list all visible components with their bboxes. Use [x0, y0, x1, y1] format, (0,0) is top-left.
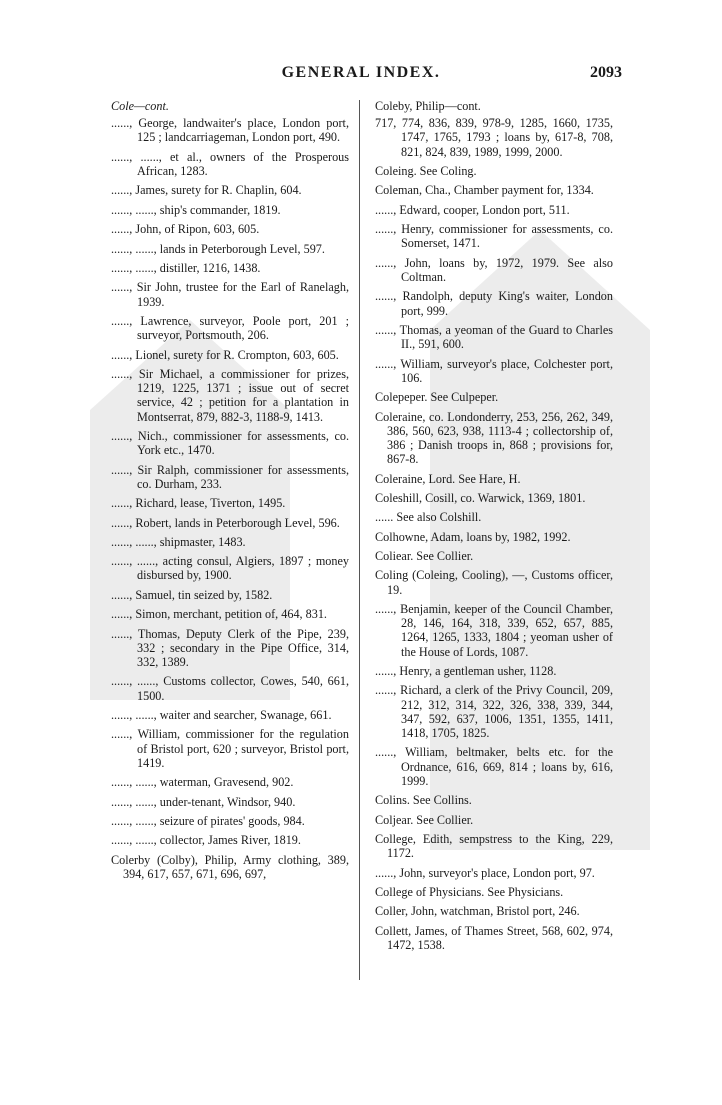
index-entry: Coleman, Cha., Chamber payment for, 1334.	[375, 183, 594, 198]
page-title: GENERAL INDEX.	[281, 64, 441, 81]
index-entry: Coling (Coleing, Cooling), —, Customs officer, 19.	[375, 568, 613, 597]
page-header	[0, 64, 722, 88]
index-entry: ......, ......, Customs collector, Cowes, 540, 661, 1500.	[111, 674, 349, 703]
index-entry: ......, John, of Ripon, 603, 605.	[111, 222, 260, 237]
index-entry: ......, Nich., commissioner for assessments, co. York etc., 1470.	[111, 428, 349, 458]
index-column-left	[111, 99, 349, 886]
index-entry: ......, William, commissioner for the regulation of Bristol port, 620 ; surveyor, Bristol port, 1419.	[111, 727, 349, 770]
index-entry: ......, ......, lands in Peterborough Level, 597.	[111, 241, 325, 256]
index-entry: ......, ......, shipmaster, 1483.	[111, 534, 246, 549]
index-entry: ......, ......, under-tenant, Windsor, 940.	[111, 794, 296, 809]
index-entry: ......, Sir Ralph, commissioner for assessments, co. Durham, 233.	[111, 462, 349, 491]
index-entry: ......, Robert, lands in Peterborough Level, 596.	[111, 515, 340, 530]
page-number: 2093	[590, 64, 622, 81]
index-entry: ......, Henry, commissioner for assessments, co. Somerset, 1471.	[375, 222, 613, 251]
index-entry: ......, Henry, a gentleman usher, 1128.	[375, 664, 557, 679]
column-heading: Cole—cont.	[111, 99, 169, 113]
index-entry: ......, John, loans by, 1972, 1979. See also Coltman.	[375, 255, 613, 284]
index-entry: ...... See also Colshill.	[375, 510, 482, 525]
index-entry: Colepeper. See Culpeper.	[375, 390, 499, 405]
index-entry: ......, George, landwaiter's place, London port, 125 ; landcarriageman, London port, 490.	[111, 116, 349, 145]
index-entry: Colins. See Collins.	[375, 793, 472, 808]
index-entry: ......, ......, et al., owners of the Prosperous African, 1283.	[111, 149, 349, 178]
index-entry: ......, Thomas, a yeoman of the Guard to Charles II., 591, 600.	[375, 322, 613, 352]
index-entry: Collett, James, of Thames Street, 568, 602, 974, 1472, 1538.	[375, 923, 613, 953]
index-entry: ......, Sir John, trustee for the Earl of Ranelagh, 1939.	[111, 280, 349, 309]
index-entry: Coleshill, Cosill, co. Warwick, 1369, 1801.	[375, 490, 586, 505]
index-entry: College of Physicians. See Physicians.	[375, 885, 564, 900]
index-entry: ......, James, surety for R. Chaplin, 604.	[111, 183, 302, 198]
column-heading: Coleby, Philip—cont.	[375, 99, 481, 113]
index-entry: ......, Thomas, Deputy Clerk of the Pipe, 239, 332 ; secondary in the Pipe Office, 314, 332, 1389.	[111, 626, 349, 670]
index-entry: Coleing. See Coling.	[375, 164, 477, 178]
index-column-right	[375, 99, 613, 957]
index-entry: ......, Benjamin, keeper of the Council Chamber, 28, 146, 164, 318, 339, 652, 657, 885, 1264, 1265, 1333, 1804 ; yeoman usher of the House of Lords, 1087.	[375, 602, 613, 659]
index-entry: ......, ......, waiter and searcher, Swanage, 661.	[111, 708, 332, 723]
index-entry: Coleraine, co. Londonderry, 253, 256, 262, 349, 386, 560, 623, 938, 1113-4 ; collectorship of, 386 ; Danish troops in, 868 ; provisions for, 867-8.	[375, 409, 613, 467]
index-entry: Coller, John, watchman, Bristol port, 246.	[375, 904, 580, 919]
index-entry: ......, William, beltmaker, belts etc. for the Ordnance, 616, 669, 814 ; loans by, 616, 1999.	[375, 745, 613, 788]
index-entry: College, Edith, sempstress to the King, 229, 1172.	[375, 832, 613, 861]
index-entry: ......, ......, waterman, Gravesend, 902.	[111, 775, 294, 790]
index-entry: ......, ......, acting consul, Algiers, 1897 ; money disbursed by, 1900.	[111, 554, 349, 583]
index-entry: Coljear. See Collier.	[375, 812, 474, 827]
index-entry: ......, Sir Michael, a commissioner for prizes, 1219, 1225, 1371 ; issue out of secret service, 42 ; petition for a plantation in Montserrat, 879, 882-3, 1188-9, 1413.	[111, 366, 349, 424]
index-entry: Coliear. See Collier.	[375, 549, 474, 564]
index-entry: Colerby (Colby), Philip, Army clothing, 389, 394, 617, 657, 671, 696, 697,	[111, 852, 349, 881]
index-entry: ......, Samuel, tin seized by, 1582.	[111, 587, 273, 602]
index-entry: ......, ......, distiller, 1216, 1438.	[111, 260, 261, 275]
index-entry: ......, ......, seizure of pirates' goods, 984.	[111, 814, 305, 829]
index-entry: Coleraine, Lord. See Hare, H.	[375, 471, 521, 486]
index-entry: ......, Randolph, deputy King's waiter, London port, 999.	[375, 289, 613, 318]
index-entry: ......, Lawrence, surveyor, Poole port, 201 ; surveyor, Portsmouth, 206.	[111, 313, 349, 343]
index-entry: ......, John, surveyor's place, London port, 97.	[375, 865, 595, 880]
index-entry: ......, Richard, a clerk of the Privy Council, 209, 212, 312, 314, 322, 326, 338, 339, 344, 347, 592, 637, 1006, 1351, 1355, 1411, 1418, 1705, 1825.	[375, 683, 613, 741]
index-entry: ......, Edward, cooper, London port, 511.	[375, 202, 570, 217]
index-entry: ......, William, surveyor's place, Colchester port, 106.	[375, 356, 613, 385]
index-entry: ......, ......, ship's commander, 1819.	[111, 202, 281, 217]
index-entry: 717, 774, 836, 839, 978-9, 1285, 1660, 1735, 1747, 1765, 1793 ; loans by, 617-8, 708, 821, 824, 839, 1989, 1999, 2000.	[375, 116, 613, 159]
index-entry: ......, Simon, merchant, petition of, 464, 831.	[111, 607, 327, 622]
column-divider	[359, 100, 360, 980]
index-entry: ......, Richard, lease, Tiverton, 1495.	[111, 496, 286, 511]
index-entry: ......, ......, collector, James River, 1819.	[111, 833, 301, 848]
index-entry: Colhowne, Adam, loans by, 1982, 1992.	[375, 529, 571, 544]
index-entry: ......, Lionel, surety for R. Crompton, 603, 605.	[111, 347, 339, 362]
